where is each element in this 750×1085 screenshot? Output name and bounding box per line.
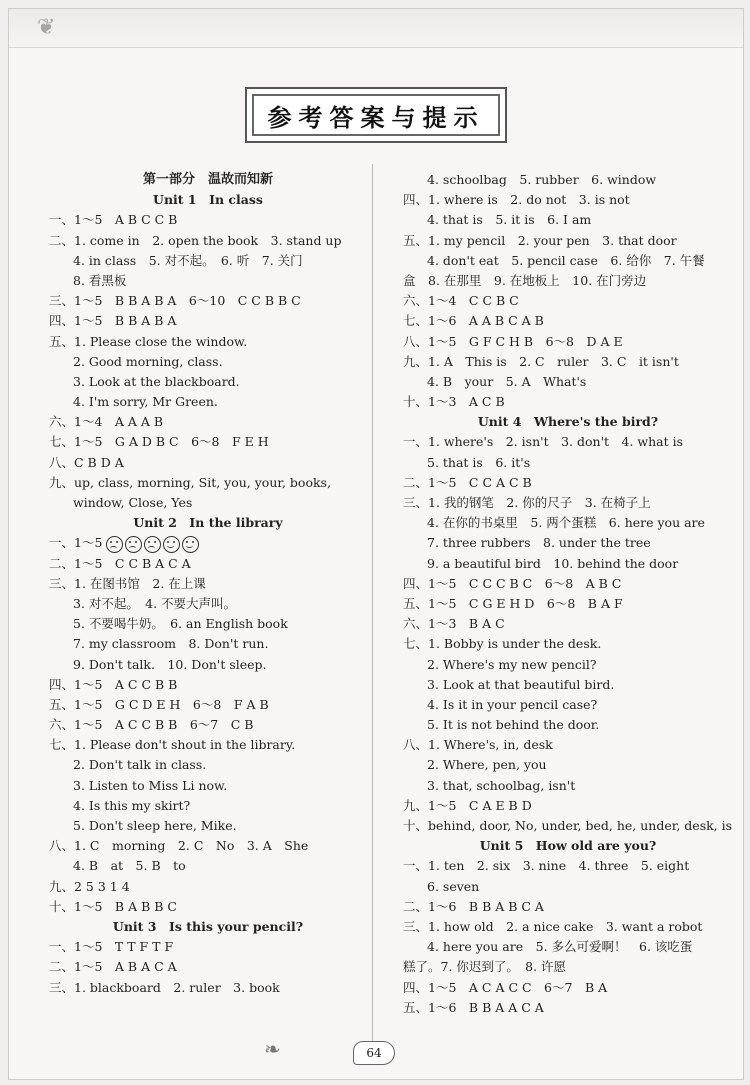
- answer-line: [403, 332, 733, 352]
- answer-text: 五、1～6 B B A A C A: [403, 999, 544, 1015]
- answer-text: 四、1～5 A C C B B: [49, 676, 178, 692]
- answer-line: [403, 715, 733, 735]
- answer-text: 七、1～5 G A D B C 6～8 F E H: [49, 434, 269, 450]
- answer-line: [49, 877, 367, 897]
- answer-line: [49, 957, 367, 977]
- answer-line: [403, 695, 733, 715]
- leaf-icon: ❦: [37, 15, 56, 40]
- answer-text: 一、1～5: [49, 535, 103, 551]
- answer-line: [403, 957, 733, 977]
- answer-line: [403, 170, 733, 190]
- header-strip: [9, 9, 743, 48]
- answer-text: 三、1. how old 2. a nice cake 3. want a robot: [403, 918, 703, 934]
- answer-text: window, Close, Yes: [73, 495, 193, 510]
- answer-line: [49, 332, 367, 352]
- answer-line: [49, 675, 367, 695]
- answer-text: 4. in class 5. 对不起。 6. 听 7. 关门: [73, 252, 303, 268]
- title-box: [245, 87, 507, 143]
- answer-line: [403, 594, 733, 614]
- unit-heading: [403, 836, 733, 856]
- answer-line: [403, 917, 733, 937]
- answer-text: 第一部分 温故而知新: [142, 172, 273, 187]
- answer-text: 2. Don't talk in class.: [73, 757, 207, 773]
- answer-line: [49, 796, 367, 816]
- answer-text: 四、1～5 C C C B C 6～8 A B C: [403, 575, 622, 591]
- answer-line: [403, 877, 733, 897]
- answer-line: [403, 776, 733, 796]
- answer-line: [403, 392, 733, 412]
- answer-line: [403, 796, 733, 816]
- answer-text: 一、1. where's 2. isn't 3. don't 4. what is: [403, 434, 684, 450]
- answer-text: 一、1. ten 2. six 3. nine 4. three 5. eight: [403, 858, 690, 874]
- answer-line: [49, 453, 367, 473]
- answer-line: [403, 574, 733, 594]
- answer-text: 四、1～5 A C A C C 6～7 B A: [403, 979, 608, 995]
- answer-text: 六、1～4 C C B C: [403, 293, 519, 309]
- answer-line: [403, 231, 733, 251]
- answer-text: 4. Is it in your pencil case?: [427, 696, 598, 712]
- answer-line: [403, 372, 733, 392]
- answer-line: [403, 614, 733, 634]
- answer-text: 二、1. come in 2. open the book 3. stand up: [49, 232, 342, 248]
- answer-line: [403, 251, 733, 271]
- answer-line: [49, 271, 367, 291]
- answer-text: 7. three rubbers 8. under the tree: [427, 535, 651, 551]
- answer-text: 六、1～3 B A C: [403, 616, 505, 632]
- answer-line: [403, 937, 733, 957]
- answer-line: [49, 311, 367, 331]
- answer-text: 二、1～5 C C A C B: [403, 474, 532, 490]
- answer-text: 九、up, class, morning, Sit, you, your, books,: [49, 474, 331, 490]
- answer-text: 5. It is not behind the door.: [427, 717, 600, 733]
- answer-line: [49, 412, 367, 432]
- answer-line: [403, 755, 733, 775]
- answer-line: [403, 432, 733, 452]
- answer-text: 3. Look at that beautiful bird.: [427, 676, 615, 692]
- answer-text: 5. that is 6. it's: [427, 454, 531, 470]
- answer-text: 4. don't eat 5. pencil case 6. 给你 7. 午餐: [427, 252, 705, 268]
- answer-text: 一、1～5 A B C C B: [49, 212, 178, 228]
- answer-line: [49, 392, 367, 412]
- answer-line: [49, 735, 367, 755]
- answer-text: 盒 8. 在那里 9. 在地板上 10. 在门旁边: [403, 272, 647, 288]
- answer-text: 3. Listen to Miss Li now.: [73, 777, 228, 793]
- answer-text: Unit 4 Where's the bird?: [477, 414, 659, 430]
- unit-heading: [49, 513, 367, 533]
- smiley-faces: [106, 534, 201, 554]
- answer-text: 3. that, schoolbag, isn't: [427, 777, 576, 793]
- answer-text: 7. my classroom 8. Don't run.: [73, 636, 269, 652]
- page-number: 64: [353, 1041, 395, 1065]
- answer-text: 三、1. 我的钢笔 2. 你的尺子 3. 在椅子上: [403, 495, 651, 510]
- header-decoration: [37, 13, 187, 41]
- answer-text: 五、1. Please close the window.: [49, 333, 248, 349]
- answer-line: [403, 291, 733, 311]
- answer-text: 十、1～3 A C B: [403, 394, 505, 410]
- answer-text: 三、1～5 B B A B A 6～10 C C B B C: [49, 293, 301, 309]
- answer-text: 八、1. Where's, in, desk: [403, 737, 553, 753]
- unit-heading: [49, 190, 367, 210]
- answer-line: [49, 978, 367, 998]
- answer-text: 2. Where, pen, you: [427, 757, 547, 773]
- answer-text: 一、1～5 T T F T F: [49, 939, 174, 955]
- answer-text: 三、1. blackboard 2. ruler 3. book: [49, 979, 280, 995]
- answer-line: [403, 978, 733, 998]
- answer-line: [49, 231, 367, 251]
- unit-heading: [49, 917, 367, 937]
- unit-heading: [403, 412, 733, 432]
- answer-text: 4. schoolbag 5. rubber 6. window: [427, 172, 657, 187]
- answer-line: [49, 856, 367, 876]
- answer-text: 9. a beautiful bird 10. behind the door: [427, 555, 679, 571]
- answer-text: 4. here you are 5. 多么可爱啊！ 6. 该吃蛋: [427, 939, 693, 955]
- answer-text: 3. Look at the blackboard.: [73, 373, 240, 389]
- answer-line: [49, 493, 367, 513]
- answer-line: [49, 533, 367, 553]
- answer-line: [49, 614, 367, 634]
- answer-line: [49, 594, 367, 614]
- answer-line: [403, 493, 733, 513]
- answer-text: 四、1. where is 2. do not 3. is not: [403, 192, 630, 208]
- answer-line: [49, 836, 367, 856]
- answer-line: [403, 473, 733, 493]
- answer-line: [403, 453, 733, 473]
- page: [8, 8, 744, 1080]
- answer-text: 5. Don't sleep here, Mike.: [73, 818, 237, 833]
- answer-text: 5. 不要喝牛奶。 6. an English book: [73, 616, 288, 632]
- answer-line: [49, 897, 367, 917]
- answer-line: [403, 533, 733, 553]
- answer-text: 九、1. A This is 2. C ruler 3. C it isn't: [403, 353, 679, 369]
- answer-text: Unit 3 Is this your pencil?: [112, 918, 304, 934]
- answer-line: [49, 574, 367, 594]
- answer-line: [403, 675, 733, 695]
- answer-text: 4. that is 5. it is 6. I am: [427, 212, 592, 228]
- answer-line: [403, 210, 733, 230]
- answer-text: 八、1～5 G F C H B 6～8 D A E: [403, 333, 623, 349]
- answer-text: Unit 1 In class: [153, 192, 263, 208]
- answer-text: 2. Good morning, class.: [73, 353, 223, 369]
- answer-text: 十、1～5 B A B B C: [49, 898, 177, 914]
- answer-line: [49, 776, 367, 796]
- answer-line: [403, 634, 733, 654]
- answer-line: [49, 352, 367, 372]
- answer-text: Unit 2 In the library: [133, 515, 283, 531]
- answer-text: 五、1～5 G C D E H 6～8 F A B: [49, 696, 269, 712]
- answer-line: [403, 513, 733, 533]
- answer-line: [49, 554, 367, 574]
- answer-text: 4. B your 5. A What's: [427, 373, 587, 389]
- answer-line: [403, 816, 733, 836]
- answer-line: [49, 634, 367, 654]
- happy-face-icon: [163, 536, 180, 553]
- answer-text: 五、1. my pencil 2. your pen 3. that door: [403, 232, 677, 248]
- answer-line: [403, 735, 733, 755]
- left-answer-column: [49, 170, 367, 998]
- answer-line: [403, 655, 733, 675]
- answer-line: [49, 291, 367, 311]
- answer-text: 十、behind, door, No, under, bed, he, under, desk, is: [403, 818, 733, 833]
- answer-line: [403, 190, 733, 210]
- answer-text: Unit 5 How old are you?: [479, 838, 657, 854]
- answer-line: [49, 251, 367, 271]
- answer-text: 糕了。7. 你迟到了。 8. 许愿: [403, 959, 567, 975]
- answer-line: [403, 352, 733, 372]
- footer-decoration: [264, 1037, 354, 1065]
- answer-text: 4. I'm sorry, Mr Green.: [73, 394, 218, 410]
- page-title: 参考答案与提示: [267, 103, 485, 132]
- answer-text: 七、1～6 A A B C A B: [403, 313, 544, 329]
- answer-text: 六、1～5 A C C B B 6～7 C B: [49, 717, 254, 733]
- answer-line: [403, 271, 733, 291]
- answer-line: [49, 655, 367, 675]
- answer-line: [49, 816, 367, 836]
- answer-text: 九、2 5 3 1 4: [49, 878, 130, 894]
- happy-face-icon: [182, 536, 199, 553]
- answer-line: [403, 856, 733, 876]
- answer-text: 六、1～4 A A A B: [49, 414, 164, 430]
- answer-text: 二、1～6 B B A B C A: [403, 898, 544, 914]
- answer-line: [49, 695, 367, 715]
- answer-text: 二、1～5 A B A C A: [49, 959, 177, 975]
- answer-text: 3. 对不起。 4. 不要大声叫。: [73, 595, 237, 611]
- answer-text: 4. B at 5. B to: [73, 858, 186, 874]
- answer-text: 2. Where's my new pencil?: [427, 656, 597, 672]
- answer-text: 九、1～5 C A E B D: [403, 797, 532, 813]
- answer-line: [403, 998, 733, 1018]
- answer-line: [403, 311, 733, 331]
- sad-face-icon: [106, 536, 123, 553]
- sad-face-icon: [125, 536, 142, 553]
- answer-text: 七、1. Bobby is under the desk.: [403, 636, 602, 652]
- answer-text: 三、1. 在图书馆 2. 在上课: [49, 575, 206, 591]
- answer-line: [49, 715, 367, 735]
- answer-line: [49, 937, 367, 957]
- answer-line: [49, 210, 367, 230]
- answer-text: 二、1～5 C C B A C A: [49, 555, 191, 571]
- section-heading: [49, 170, 367, 190]
- answer-text: 五、1～5 C G E H D 6～8 B A F: [403, 595, 623, 611]
- bird-ornament-icon: ❧: [264, 1037, 281, 1061]
- answer-text: 9. Don't talk. 10. Don't sleep.: [73, 656, 267, 672]
- answer-line: [49, 473, 367, 493]
- right-answer-column: [403, 170, 733, 1018]
- answer-text: 4. Is this my skirt?: [73, 797, 191, 813]
- answer-text: 八、1. C morning 2. C No 3. A She: [49, 838, 309, 854]
- answer-line: [49, 432, 367, 452]
- answer-text: 四、1～5 B B A B A: [49, 313, 177, 329]
- column-divider: [372, 164, 373, 1049]
- answer-line: [49, 372, 367, 392]
- answer-line: [49, 755, 367, 775]
- answer-line: [403, 554, 733, 574]
- answer-text: 七、1. Please don't shout in the library.: [49, 737, 296, 753]
- answer-line: [403, 897, 733, 917]
- answer-text: 4. 在你的书桌里 5. 两个蛋糕 6. here you are: [427, 515, 705, 531]
- answer-text: 8. 看黑板: [73, 272, 127, 288]
- answer-text: 6. seven: [427, 878, 480, 894]
- sad-face-icon: [144, 536, 161, 553]
- answer-text: 八、C B D A: [49, 454, 124, 470]
